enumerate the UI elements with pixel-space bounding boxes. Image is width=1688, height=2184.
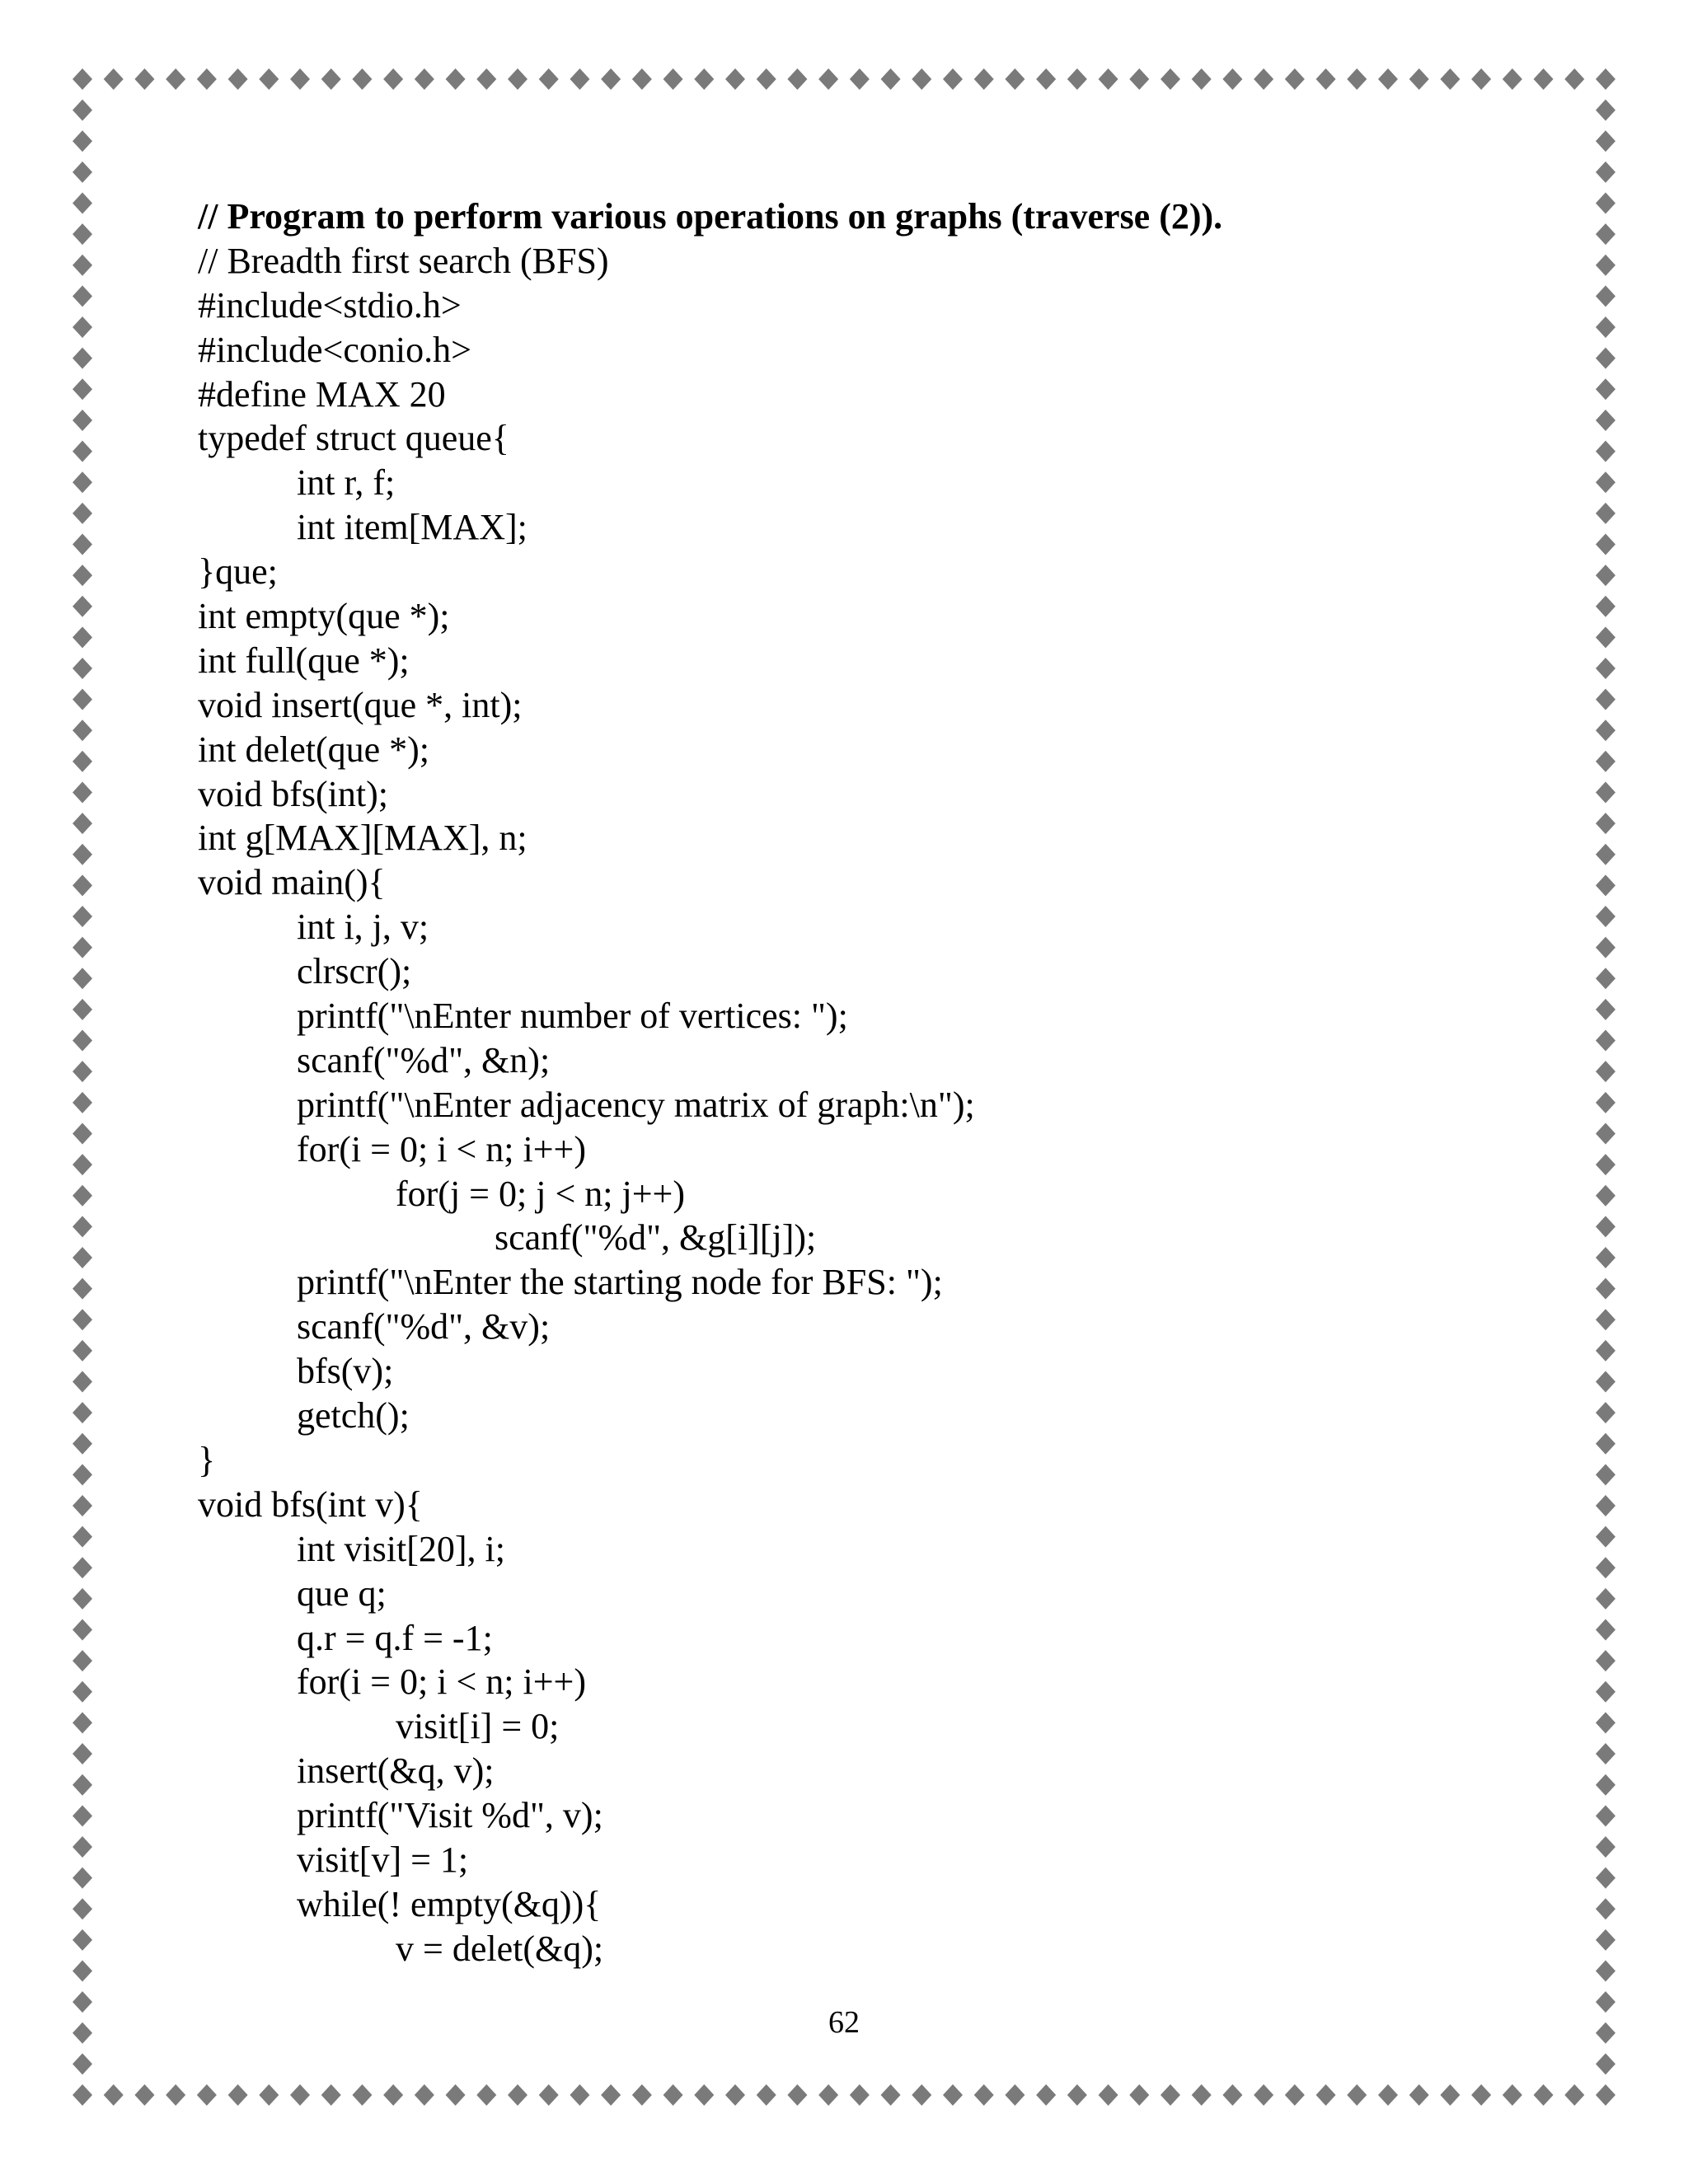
border-diamond-bottom (632, 2084, 652, 2106)
border-diamond-right (1596, 255, 1615, 276)
border-diamond-right (1596, 626, 1615, 648)
border-diamond-top (383, 68, 403, 90)
border-diamond-left (73, 1681, 92, 1703)
border-diamond-top (228, 68, 248, 90)
border-diamond-right (1596, 316, 1615, 338)
border-diamond-bottom (104, 2084, 124, 2106)
border-diamond-left (73, 658, 92, 679)
border-diamond-bottom (850, 2084, 870, 2106)
border-diamond-left (73, 1526, 92, 1548)
border-diamond-bottom (912, 2084, 931, 2106)
border-diamond-left (73, 1650, 92, 1671)
border-diamond-bottom (757, 2084, 776, 2106)
border-diamond-left (73, 1216, 92, 1237)
border-diamond-right (1596, 1371, 1615, 1392)
border-diamond-right (1596, 1309, 1615, 1330)
code-line: int g[MAX][MAX], n; (198, 818, 528, 859)
border-diamond-top (1067, 68, 1087, 90)
border-diamond-right (1596, 100, 1615, 121)
border-diamond-left (73, 689, 92, 710)
code-line: int r, f; (297, 462, 396, 504)
border-diamond-left (73, 316, 92, 338)
border-diamond-right (1596, 1216, 1615, 1237)
border-diamond-top (601, 68, 621, 90)
border-diamond-left (73, 1619, 92, 1641)
border-diamond-bottom (1503, 2084, 1522, 2106)
border-diamond-top (415, 68, 434, 90)
border-diamond-bottom (134, 2084, 154, 2106)
border-diamond-left (73, 844, 92, 865)
border-diamond-right (1596, 441, 1615, 462)
border-diamond-right (1596, 751, 1615, 772)
border-diamond-left (73, 1433, 92, 1455)
border-diamond-right (1596, 1278, 1615, 1300)
border-diamond-bottom (166, 2084, 185, 2106)
border-diamond-top (881, 68, 901, 90)
border-diamond-left (73, 533, 92, 555)
border-diamond-top (1222, 68, 1242, 90)
border-diamond-right (1596, 844, 1615, 865)
code-line: void bfs(int v){ (198, 1483, 423, 1525)
border-diamond-left (73, 1836, 92, 1858)
border-diamond-bottom (787, 2084, 807, 2106)
border-diamond-bottom (476, 2084, 496, 2106)
border-diamond-top (321, 68, 341, 90)
border-diamond-bottom (601, 2084, 621, 2106)
border-diamond-bottom (1564, 2084, 1584, 2106)
border-diamond-right (1596, 1929, 1615, 1951)
border-diamond-bottom (1254, 2084, 1273, 2106)
code-line: typedef struct queue{ (198, 418, 509, 459)
border-diamond-right (1596, 1495, 1615, 1516)
border-diamond-right (1596, 1340, 1615, 1361)
border-diamond-right (1596, 813, 1615, 834)
border-diamond-top (787, 68, 807, 90)
border-diamond-top (1192, 68, 1212, 90)
border-diamond-right (1596, 1868, 1615, 1889)
page-number: 62 (828, 2005, 860, 2040)
border-diamond-left (73, 596, 92, 617)
border-diamond-top (197, 68, 217, 90)
border-diamond-right (1596, 410, 1615, 431)
border-diamond-top (1440, 68, 1460, 90)
border-diamond-right (1596, 1898, 1615, 1919)
border-diamond-top (1347, 68, 1367, 90)
border-diamond-top (725, 68, 745, 90)
border-diamond-left (73, 441, 92, 462)
code-line: int delet(que *); (198, 729, 430, 770)
border-diamond-right (1596, 1185, 1615, 1207)
border-diamond-top (259, 68, 279, 90)
border-diamond-left (73, 937, 92, 958)
border-diamond-left (73, 1588, 92, 1610)
code-line: que q; (297, 1572, 387, 1614)
border-diamond-left (73, 471, 92, 493)
code-line: for(j = 0; j < n; j++) (396, 1173, 685, 1214)
border-diamond-bottom (73, 2084, 92, 2106)
code-line: insert(&q, v); (297, 1750, 495, 1792)
code-line: void insert(que *, int); (198, 684, 523, 725)
code-line: while(! empty(&q)){ (297, 1883, 602, 1924)
border-diamond-left (73, 813, 92, 834)
border-diamond-right (1596, 348, 1615, 369)
border-diamond-bottom (1160, 2084, 1180, 2106)
border-diamond-left (73, 1805, 92, 1826)
border-diamond-left (73, 348, 92, 369)
border-diamond-bottom (1347, 2084, 1367, 2106)
border-diamond-right (1596, 533, 1615, 555)
code-line: printf("\nEnter adjacency matrix of graph:\n"); (297, 1084, 975, 1125)
border-diamond-left (73, 1712, 92, 1733)
border-diamond-left (73, 1929, 92, 1951)
border-diamond-left (73, 906, 92, 927)
border-diamond-left (73, 162, 92, 183)
border-diamond-top (1254, 68, 1273, 90)
border-diamond-bottom (1316, 2084, 1336, 2106)
border-diamond-left (73, 1154, 92, 1175)
border-diamond-right (1596, 1247, 1615, 1268)
border-diamond-left (73, 1309, 92, 1330)
border-diamond-top (1378, 68, 1398, 90)
border-diamond-left (73, 378, 92, 400)
code-heading: // Program to perform various operations on graphs (traverse (2)). (198, 196, 1223, 237)
border-diamond-right (1596, 658, 1615, 679)
border-diamond-left (73, 1247, 92, 1268)
border-diamond-bottom (1222, 2084, 1242, 2106)
code-line: scanf("%d", &n); (297, 1039, 551, 1080)
border-diamond-top (446, 68, 466, 90)
border-diamond-right (1596, 1526, 1615, 1548)
code-line: #include<stdio.h> (198, 284, 462, 326)
code-line: void main(){ (198, 862, 386, 903)
border-diamond-top (663, 68, 683, 90)
border-diamond-bottom (663, 2084, 683, 2106)
border-diamond-top (1099, 68, 1118, 90)
code-line: bfs(v); (297, 1351, 394, 1392)
border-diamond-bottom (321, 2084, 341, 2106)
border-diamond-left (73, 1495, 92, 1516)
border-diamond-top (570, 68, 589, 90)
border-diamond-left (73, 1868, 92, 1889)
border-diamond-bottom (1440, 2084, 1460, 2106)
border-diamond-right (1596, 1557, 1615, 1578)
border-diamond-left (73, 1774, 92, 1796)
code-line: int visit[20], i; (297, 1528, 505, 1569)
border-diamond-right (1596, 596, 1615, 617)
border-diamond-top (476, 68, 496, 90)
border-diamond-left (73, 410, 92, 431)
border-diamond-top (757, 68, 776, 90)
code-line: clrscr(); (297, 951, 412, 992)
border-diamond-right (1596, 285, 1615, 307)
code-line: printf("Visit %d", v); (297, 1795, 603, 1836)
border-diamond-right (1596, 1433, 1615, 1455)
border-diamond-top (1471, 68, 1491, 90)
border-diamond-bottom (539, 2084, 559, 2106)
border-diamond-bottom (1067, 2084, 1087, 2106)
border-diamond-top (632, 68, 652, 90)
border-diamond-left (73, 1371, 92, 1392)
border-diamond-bottom (1409, 2084, 1429, 2106)
border-diamond-right (1596, 503, 1615, 524)
border-diamond-left (73, 1061, 92, 1082)
border-diamond-top (694, 68, 714, 90)
border-diamond-left (73, 1122, 92, 1144)
border-diamond-bottom (818, 2084, 838, 2106)
border-diamond-top (508, 68, 528, 90)
border-diamond-bottom (415, 2084, 434, 2106)
border-diamond-right (1596, 1774, 1615, 1796)
code-line: // Breadth first search (BFS) (198, 240, 609, 281)
border-diamond-right (1596, 1712, 1615, 1733)
border-diamond-bottom (881, 2084, 901, 2106)
border-diamond-right (1596, 999, 1615, 1020)
border-diamond-top (912, 68, 931, 90)
code-listing (198, 194, 1582, 1971)
border-diamond-bottom (943, 2084, 963, 2106)
code-line: for(i = 0; i < n; i++) (297, 1661, 586, 1703)
code-line: v = delet(&q); (396, 1928, 604, 1969)
border-diamond-right (1596, 1402, 1615, 1423)
border-diamond-bottom (1036, 2084, 1056, 2106)
border-diamond-left (73, 1743, 92, 1765)
border-diamond-left (73, 1402, 92, 1423)
code-line: } (198, 1439, 216, 1480)
border-diamond-right (1596, 1743, 1615, 1765)
code-line: #define MAX 20 (198, 373, 446, 415)
border-diamond-right (1596, 130, 1615, 152)
border-diamond-top (850, 68, 870, 90)
border-diamond-top (290, 68, 310, 90)
border-diamond-bottom (694, 2084, 714, 2106)
border-diamond-bottom (290, 2084, 310, 2106)
border-diamond-left (73, 1557, 92, 1578)
border-diamond-bottom (1596, 2084, 1615, 2106)
border-diamond-left (73, 1278, 92, 1300)
code-line: q.r = q.f = -1; (297, 1617, 493, 1658)
code-line: visit[v] = 1; (297, 1839, 469, 1880)
border-diamond-right (1596, 1030, 1615, 1052)
border-diamond-left (73, 193, 92, 214)
code-line: void bfs(int); (198, 773, 388, 814)
border-diamond-bottom (725, 2084, 745, 2106)
border-diamond-left (73, 968, 92, 989)
border-diamond-bottom (1285, 2084, 1305, 2106)
border-diamond-right (1596, 1681, 1615, 1703)
border-diamond-bottom (1099, 2084, 1118, 2106)
code-line: scanf("%d", &v); (297, 1306, 551, 1347)
border-diamond-top (73, 68, 92, 90)
border-diamond-right (1596, 689, 1615, 710)
border-diamond-left (73, 1030, 92, 1052)
border-diamond-bottom (352, 2084, 372, 2106)
border-diamond-bottom (383, 2084, 403, 2106)
border-diamond-right (1596, 193, 1615, 214)
border-diamond-bottom (1192, 2084, 1212, 2106)
border-diamond-left (73, 1960, 92, 1981)
border-diamond-right (1596, 1092, 1615, 1113)
border-diamond-bottom (259, 2084, 279, 2106)
border-diamond-right (1596, 719, 1615, 741)
border-diamond-right (1596, 1061, 1615, 1082)
code-line: int full(que *); (198, 640, 410, 681)
border-diamond-bottom (1129, 2084, 1149, 2106)
border-diamond-bottom (228, 2084, 248, 2106)
border-diamond-right (1596, 1588, 1615, 1610)
code-line: #include<conio.h> (198, 329, 471, 370)
border-diamond-right (1596, 162, 1615, 183)
border-diamond-bottom (1005, 2084, 1025, 2106)
border-diamond-top (352, 68, 372, 90)
code-line: getch(); (297, 1395, 410, 1436)
border-diamond-left (73, 2053, 92, 2074)
border-diamond-left (73, 255, 92, 276)
border-diamond-top (943, 68, 963, 90)
border-diamond-right (1596, 378, 1615, 400)
border-diamond-right (1596, 874, 1615, 896)
border-diamond-left (73, 719, 92, 741)
border-diamond-right (1596, 565, 1615, 586)
border-diamond-top (1316, 68, 1336, 90)
border-diamond-right (1596, 1619, 1615, 1641)
border-diamond-bottom (570, 2084, 589, 2106)
border-diamond-left (73, 223, 92, 245)
border-diamond-top (818, 68, 838, 90)
border-diamond-left (73, 503, 92, 524)
border-diamond-top (1503, 68, 1522, 90)
border-diamond-left (73, 100, 92, 121)
border-diamond-left (73, 1898, 92, 1919)
code-line: int i, j, v; (297, 907, 429, 948)
border-diamond-top (1036, 68, 1056, 90)
border-diamond-right (1596, 2053, 1615, 2074)
border-diamond-right (1596, 968, 1615, 989)
border-diamond-top (1534, 68, 1554, 90)
border-diamond-right (1596, 1154, 1615, 1175)
border-diamond-right (1596, 223, 1615, 245)
border-diamond-left (73, 285, 92, 307)
border-diamond-right (1596, 782, 1615, 804)
border-diamond-right (1596, 906, 1615, 927)
border-diamond-top (1129, 68, 1149, 90)
border-diamond-left (73, 130, 92, 152)
border-diamond-left (73, 1092, 92, 1113)
border-diamond-bottom (508, 2084, 528, 2106)
border-diamond-bottom (446, 2084, 466, 2106)
code-line: for(i = 0; i < n; i++) (297, 1128, 586, 1169)
border-diamond-left (73, 565, 92, 586)
border-diamond-right (1596, 1836, 1615, 1858)
code-line: int empty(que *); (198, 596, 450, 637)
border-diamond-left (73, 751, 92, 772)
border-diamond-bottom (1378, 2084, 1398, 2106)
code-line: printf("\nEnter the starting node for BFS: "); (297, 1262, 943, 1303)
border-diamond-top (1409, 68, 1429, 90)
border-diamond-left (73, 1340, 92, 1361)
border-diamond-top (1564, 68, 1584, 90)
border-diamond-top (166, 68, 185, 90)
border-diamond-left (73, 626, 92, 648)
border-diamond-top (104, 68, 124, 90)
border-diamond-right (1596, 937, 1615, 958)
border-diamond-top (1005, 68, 1025, 90)
border-diamond-top (1596, 68, 1615, 90)
code-line: printf("\nEnter number of vertices: "); (297, 996, 848, 1037)
border-diamond-left (73, 874, 92, 896)
border-diamond-bottom (197, 2084, 217, 2106)
border-diamond-left (73, 1464, 92, 1485)
code-line: visit[i] = 0; (396, 1706, 560, 1747)
border-diamond-left (73, 999, 92, 1020)
border-diamond-right (1596, 1122, 1615, 1144)
border-diamond-top (134, 68, 154, 90)
border-diamond-right (1596, 1805, 1615, 1826)
code-line: int item[MAX]; (297, 507, 528, 548)
border-diamond-bottom (974, 2084, 994, 2106)
border-diamond-top (974, 68, 994, 90)
border-diamond-right (1596, 471, 1615, 493)
border-diamond-top (1285, 68, 1305, 90)
border-diamond-top (539, 68, 559, 90)
border-diamond-bottom (1534, 2084, 1554, 2106)
border-diamond-right (1596, 1650, 1615, 1671)
border-diamond-right (1596, 1960, 1615, 1981)
code-line: scanf("%d", &g[i][j]); (495, 1217, 817, 1258)
border-diamond-top (1160, 68, 1180, 90)
border-diamond-left (73, 1185, 92, 1207)
border-diamond-bottom (1471, 2084, 1491, 2106)
code-line: }que; (198, 551, 278, 593)
border-diamond-left (73, 782, 92, 804)
border-diamond-right (1596, 1464, 1615, 1485)
